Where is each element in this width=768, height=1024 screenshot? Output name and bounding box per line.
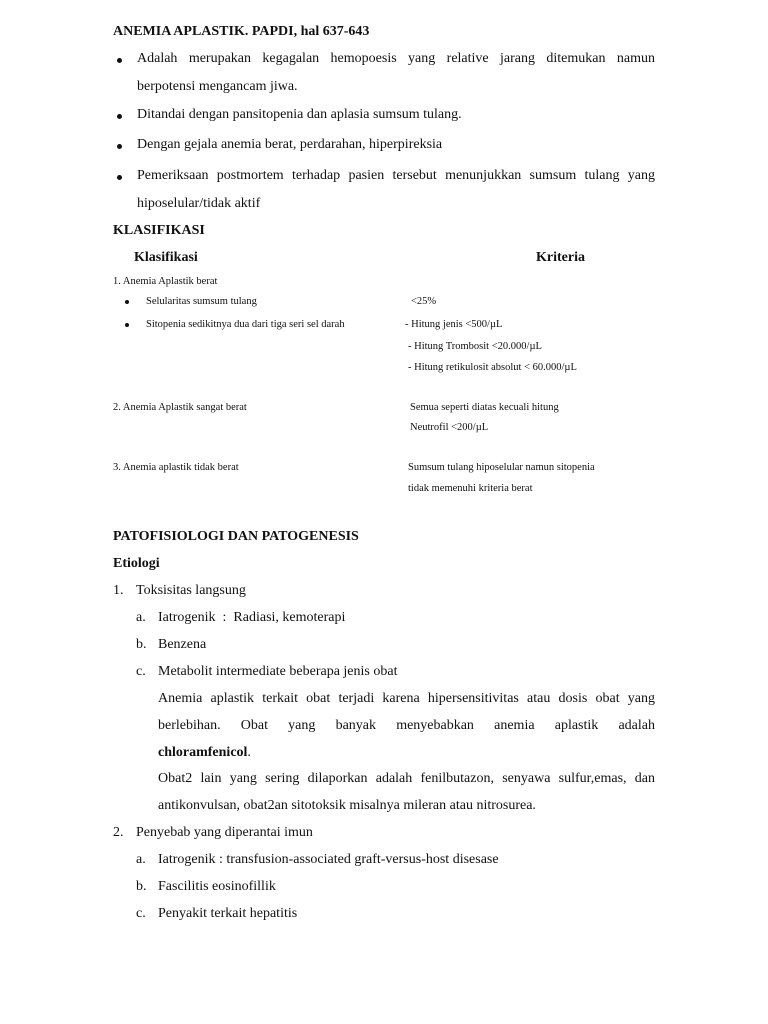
etiologi-item-2a: Iatrogenik : transfusion-associated graft-versus-host disesase	[158, 852, 499, 867]
group-2-value-1: Semua seperti diatas kecuali hitung	[410, 402, 559, 413]
bullet-dot	[117, 114, 122, 119]
document-title: ANEMIA APLASTIK. PAPDI, hal 637-643	[113, 24, 370, 39]
paragraph-1-line-3	[158, 745, 251, 761]
drug-name-emphasis: chloramfenicol	[158, 745, 248, 760]
etiologi-item-1b: Benzena	[158, 637, 207, 652]
group-2-label: 2. Anemia Aplastik sangat berat	[113, 402, 247, 413]
group-1-item-1: Selularitas sumsum tulang	[146, 296, 257, 307]
list-number: 1.	[113, 583, 124, 598]
bullet-dot	[125, 300, 129, 304]
paragraph-2-line-2: antikonvulsan, obat2an sitotoksik misalnya mileran atau nitrosurea.	[158, 798, 536, 813]
etiologi-item-1: Toksisitas langsung	[136, 583, 246, 598]
list-letter: a.	[136, 610, 146, 625]
bullet-dot	[117, 144, 122, 149]
list-number: 2.	[113, 825, 124, 840]
list-letter: c.	[136, 664, 146, 679]
bullet-4-line-2: hiposelular/tidak aktif	[137, 196, 261, 211]
paragraph-2-line-1: Obat2 lain yang sering dilaporkan adalah fenilbutazon, senyawa sulfur,emas, dan	[158, 771, 655, 786]
group-3-label: 3. Anemia aplastik tidak berat	[113, 462, 239, 473]
patofisiologi-heading: PATOFISIOLOGI DAN PATOGENESIS	[113, 529, 359, 544]
list-letter: b.	[136, 879, 147, 894]
group-1-item-2-value-2: - Hitung Trombosit <20.000/µL	[408, 341, 542, 352]
bullet-dot	[117, 58, 122, 63]
group-3-value-1: Sumsum tulang hiposelular namun sitopenia	[408, 462, 595, 473]
column-header-klasifikasi: Klasifikasi	[134, 250, 198, 265]
bullet-3: Dengan gejala anemia berat, perdarahan, hiperpireksia	[137, 137, 443, 152]
paragraph-1-line-2: berlebihan. Obat yang banyak menyebabkan anemia aplastik adalah	[158, 718, 655, 733]
bullet-dot	[117, 175, 122, 180]
group-1-item-1-value: <25%	[411, 296, 437, 307]
bullet-dot	[125, 323, 129, 327]
etiologi-item-2c: Penyakit terkait hepatitis	[158, 906, 298, 921]
group-1-item-2-value-1: - Hitung jenis <500/µL	[405, 319, 503, 330]
bullet-2: Ditandai dengan pansitopenia dan aplasia sumsum tulang.	[137, 107, 462, 122]
group-1-item-2-value-3: - Hitung retikulosit absolut < 60.000/µL	[408, 362, 577, 373]
list-letter: b.	[136, 637, 147, 652]
etiologi-item-1a: Iatrogenik : Radiasi, kemoterapi	[158, 610, 346, 625]
etiologi-item-2b: Fascilitis eosinofillik	[158, 879, 276, 894]
list-letter: a.	[136, 852, 146, 867]
bullet-1-line-2: berpotensi mengancam jiwa.	[137, 79, 298, 94]
etiologi-item-2: Penyebab yang diperantai imun	[136, 825, 313, 840]
group-3-value-2: tidak memenuhi kriteria berat	[408, 483, 533, 494]
group-2-value-2: Neutrofil <200/µL	[410, 422, 489, 433]
paragraph-1-line-1: Anemia aplastik terkait obat terjadi karena hipersensitivitas atau dosis obat yang	[158, 691, 655, 706]
list-letter: c.	[136, 906, 146, 921]
bullet-4-line-1: Pemeriksaan postmortem terhadap pasien tersebut menunjukkan sumsum tulang yang	[137, 168, 655, 183]
column-header-kriteria: Kriteria	[536, 250, 585, 265]
etiologi-item-1c: Metabolit intermediate beberapa jenis obat	[158, 664, 398, 679]
group-1-item-2: Sitopenia sedikitnya dua dari tiga seri sel darah	[146, 319, 345, 330]
bullet-1-line-1: Adalah merupakan kegagalan hemopoesis yang relative jarang ditemukan namun	[137, 51, 655, 66]
group-1-label: 1. Anemia Aplastik berat	[113, 276, 218, 287]
klasifikasi-heading: KLASIFIKASI	[113, 223, 205, 238]
etiologi-subheading: Etiologi	[113, 556, 160, 571]
paragraph-1-period: .	[247, 745, 251, 760]
